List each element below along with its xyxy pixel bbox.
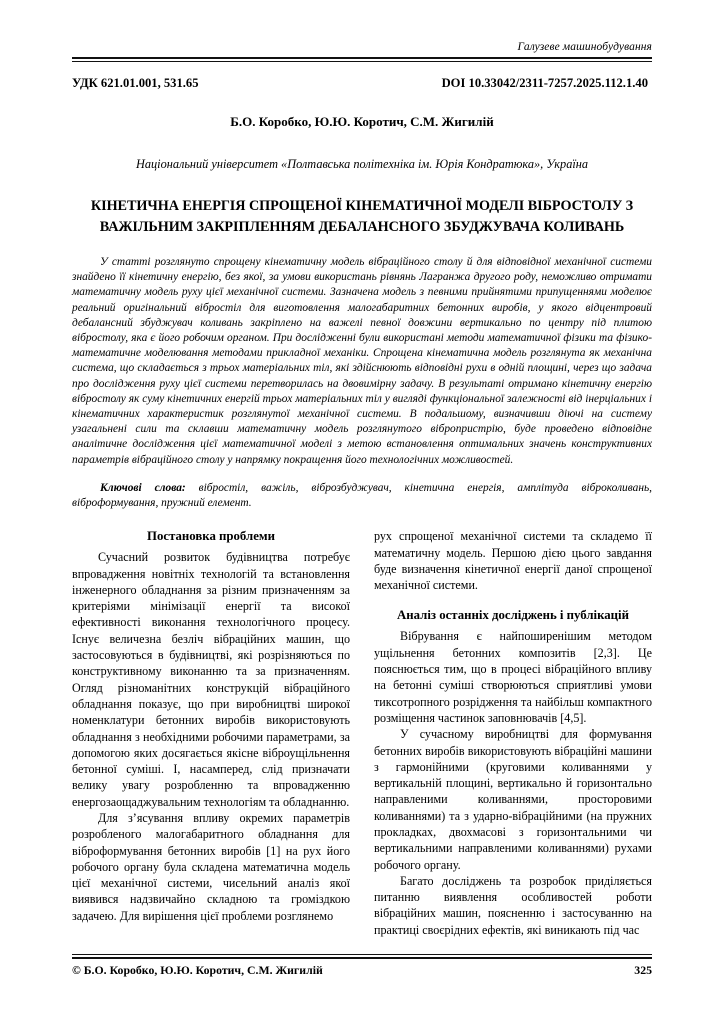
- page-footer: [72, 954, 652, 978]
- paragraph-continuation: рух спрощеної механічної системи та складемо її математичну модель. Першою дією цього завдання буде визначення кінетичної енергії даної спрощеної механічної системи.: [374, 529, 652, 593]
- running-head: Галузеве машинобудування: [517, 41, 652, 53]
- udc-code: УДК 621.01.001, 531.65: [72, 76, 199, 90]
- keywords-block: [72, 481, 652, 511]
- footer-rule: [72, 954, 652, 959]
- body-columns: [72, 528, 652, 938]
- keywords-label: Ключові слова:: [100, 481, 186, 494]
- page-number: 325: [634, 963, 652, 977]
- paragraph: Вібрування є найпоширенішим методом ущільнення бетонних композитів [2,3]. Це пояснюється тим, що в процесі вібраційного впливу на бетонні суміші створюються сприятливі умови тиксотропного розрідження та найбільш компактного розміщення частинок заповнювачів [4,5].: [374, 629, 652, 725]
- udc-doi-row: [72, 76, 652, 91]
- page-title: КІНЕТИЧНА ЕНЕРГІЯ СПРОЩЕНОЇ КІНЕМАТИЧНОЇ МОДЕЛІ ВІБРОСТОЛУ З ВАЖІЛЬНИМ ЗАКРІПЛЕННЯМ ДЕБАЛАНСНОГО ЗБУДЖУВАЧА КОЛИВАНЬ: [90, 198, 634, 235]
- copyright-line: © Б.О. Коробко, Ю.Ю. Коротич, С.М. Жигилій: [72, 963, 323, 977]
- page-content: [72, 0, 652, 1024]
- affiliation-line: Національний університет «Полтавська політехніка ім. Юрія Кондратюка», Україна: [135, 157, 589, 171]
- doi-code[interactable]: DOI 10.33042/2311-7257.2025.112.1.40: [441, 76, 648, 90]
- keywords-list: вібростіл, важіль, віброзбуджувач, кінетична енергія, амплітуда віброколивань, віброформування, пружний елемент.: [72, 481, 652, 510]
- section-heading-literature-review: Аналіз останніх досліджень і публікацій: [397, 608, 629, 623]
- paragraph: Багато досліджень та розробок приділяється питанню виявлення особливостей роботи вібраційних машин, поясненню і застосуванню на практиці своєрідних ефектів, які виникають під час: [374, 873, 652, 937]
- header-rule: [72, 57, 652, 62]
- paragraph: Для з’ясування впливу окремих параметрів розробленого малогабаритного обладнання для віброформування бетонних виробів [1] на рух його робочого органу була складена математична модель цієї механічної системи, чисельний аналіз якої виявився надзвичайно складною та громіздкою задачею. Для вирішення цієї проблеми розглянемо: [72, 811, 350, 923]
- abstract-text: У статті розглянуто спрощену кінематичну модель вібраційного столу й для відповідної механічної системи знайдено її кінетичну енергію, без якої, за умови використань рівнянь Лагранжа другого роду, неможливо отримати математичну модель руху цієї механічної системи. Зазначена модель з певними прийнятими припущеннями моделює реальний оригінальний вібростіл для виготовлення малогабаритних бетонних виробів, у якого відцентровий дебалансний збуджувач коливань закріплено на важелі певної довжини вертикально по центру під плитою вібростолу, яка є його робочим органом. При дослідженні були використані методи математичної фізики та фізико-математичне моделювання методами прикладної механіки. Спрощена кінематична модель розглянута як механічна система, що складається з трьох матеріальних тіл, які здійснюють відповідні рухи в одній площині, через що задача про дослідження руху цієї системи перетворилась на двовимірну задачу. В результаті отримано кінетичну енергію вібростолу як суму кінетичних енергій трьох матеріальних тіл у вигляді функціональної залежності від інерціальних і кінематичних характеристик розглянутої механічної системи. В подальшому, визначивши діючі на систему узагальнені сили та склавши математичну модель розглянутого вібропристрію, буде проведено відповідне аналітичне дослідження цієї математичної моделі з метою встановлення оптимальних значень конструктивних параметрів вібраційного столу у напрямку покращення його технологічних можливостей.: [72, 256, 652, 466]
- authors-line: Б.О. Коробко, Ю.Ю. Коротич, С.М. Жигилій: [230, 114, 494, 129]
- section-heading-problem-statement: Постановка проблеми: [147, 529, 275, 544]
- left-column: [72, 528, 350, 938]
- right-column: [374, 528, 652, 938]
- footer-row: [72, 963, 652, 978]
- paragraph: Сучасний розвиток будівництва потребує впровадження новітніх технологій та встановлення інженерного обладнання за різним призначенням за критеріями мінімізації енергії та високої ефективності виконання технологічного процесу. Існує величезна безліч вібраційних машин, що застосовуються в будівництві, які розрізняються по конструктивному виконанню та за призначенням. Огляд різноманітних конструкцій вібраційного обладнання показує, що при виробництві широкої номенклатури бетонних виробів використовують обладнання з необхідними робочими параметрами, за допомогою яких досягається якісне віброущільнення бетонної суміші. І, насамперед, слід призначати велику увагу розробленню та впровадженню енергозаощаджувальним технологіям та обладнанню.: [72, 550, 350, 809]
- paragraph: У сучасному виробництві для формування бетонних виробів використовують вібраційні машини з гармонійними (круговими коливаннями у вертикальній площині, вертикально й горизонтально направленими коливаннями, просторовими коливаннями) та з ударно-вібраційними (на пружних прокладках, двохмасові з горизонтальними чи вертикальними направленими коливаннями) рухами робочого органу.: [374, 727, 652, 872]
